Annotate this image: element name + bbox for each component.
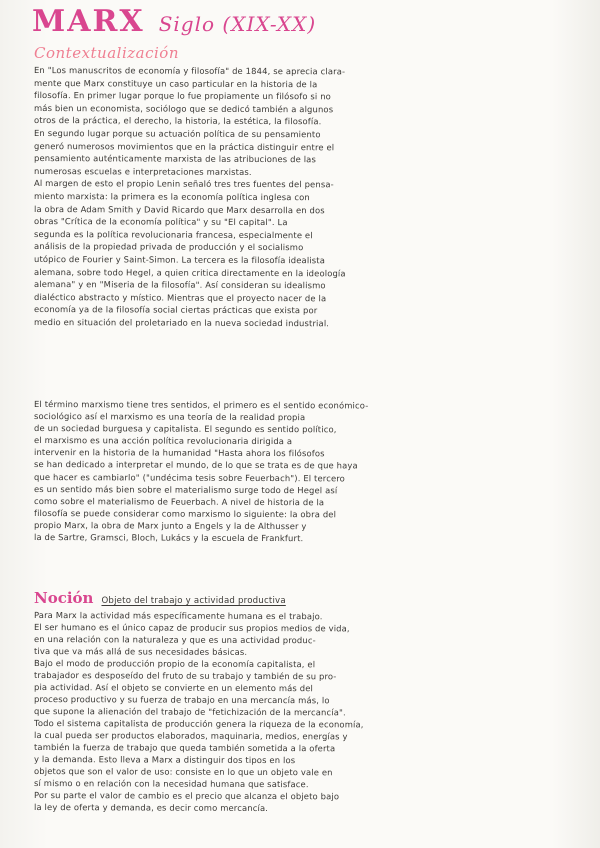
text-line: tiva que va más allá de sus necesidades básicas. — [33, 646, 248, 657]
text-line: se han dedicado a interpretar el mundo, de lo que se trata es de que haya — [33, 459, 358, 471]
text-line: Para Marx la actividad más específicamente humana es el trabajo. — [33, 610, 323, 622]
text-line: de un sociedad burguesa y capitalista. El segundo es sentido político, — [33, 423, 337, 435]
text-line: mente que Marx constituye un caso particular en la historia de la — [33, 77, 318, 89]
notion-subheading: Objeto del trabajo y actividad productiva — [101, 596, 286, 606]
context-heading: Contextualización — [34, 44, 179, 62]
text-line: otros de la práctica, el derecho, la historia, la estética, la filosofía. — [33, 115, 322, 127]
text-line: Todo el sistema capitalista de producción genera la riqueza de la economía, — [33, 718, 364, 730]
text-line: miento marxista: la primera es la economía política inglesa con — [33, 190, 310, 203]
text-line: propio Marx, la obra de Marx junto a Engels y la de Althusser y — [33, 519, 307, 532]
text-line: el marxismo es una acción política revolucionaria dirigida a — [33, 435, 293, 447]
text-line: también la fuerza de trabajo que queda también sometida a la oferta — [33, 742, 336, 754]
text-line: en una relación con la naturaleza y que es una actividad produc- — [33, 634, 316, 646]
text-line: intervenir en la historia de la humanidad "Hasta ahora los filósofos — [33, 447, 325, 459]
text-line: es un sentido más bien sobre el materialismo surge todo de Hegel así — [33, 483, 338, 495]
text-line: objetos que son el valor de uso: consiste en lo que un objeto vale en — [33, 766, 333, 778]
text-line: que supone la alienación del trabajo de "fetichización de la mercancía". — [33, 706, 346, 718]
text-line: la de Sartre, Gramsci, Bloch, Lukács y la escuela de Frankfurt. — [33, 532, 304, 544]
text-line: más bien un economista, sociólogo que se dedicó también a algunos — [33, 102, 334, 115]
context-paragraph — [34, 64, 582, 328]
text-line: numerosas escuelas e interpretaciones marxistas. — [33, 165, 252, 177]
text-line: Bajo el modo de producción propio de la economía capitalista, el — [33, 658, 316, 670]
title-row — [32, 4, 316, 39]
text-line: Al margen de esto el propio Lenin señaló tres tres fuentes del pensa- — [33, 178, 334, 190]
text-line: sociológico así el marxismo es una teoría de la realidad propia — [33, 411, 306, 423]
text-line: proceso productivo y su fuerza de trabajo en una mercancía más, lo — [33, 694, 330, 706]
page-subtitle: Siglo (XIX-XX) — [158, 12, 317, 36]
notion-heading: Noción — [34, 589, 94, 607]
text-line: la ley de oferta y demanda, es decir como mercancía. — [33, 802, 269, 814]
text-line: filosofía. En primer lugar porque lo fue propiamente un filósofo si no — [33, 90, 331, 102]
text-line: En "Los manuscritos de economía y filosofía" de 1844, se aprecia clara- — [33, 65, 346, 77]
text-line: análisis de la propiedad privada de producción y el socialismo — [33, 241, 304, 253]
text-line: la obra de Adam Smith y David Ricardo que Marx desarrolla en dos — [33, 203, 325, 215]
text-line: y la demanda. Esto lleva a Marx a distinguir dos tipos en los — [33, 754, 296, 766]
text-line: como sobre el materialismo de Feuerbach. A nivel de historia de la — [33, 495, 325, 508]
notion-paragraph — [34, 609, 582, 813]
text-line: que hacer es cambiarlo" ("undécima tesis sobre Feuerbach"). El tercero — [33, 471, 345, 483]
text-line: alemana, sobre todo Hegel, a quien critica directamente en la ideología — [33, 266, 346, 278]
text-line: pensamiento auténticamente marxista de las atribuciones de las — [33, 153, 317, 165]
text-line: filosofía se puede considerar como marxismo lo siguiente: la obra del — [33, 507, 337, 520]
text-line: economía ya de la filosofía social ciertas prácticas que exista por — [33, 304, 318, 316]
page-title: MARX — [32, 4, 145, 39]
text-line: trabajador es desposeído del fruto de su trabajo y también de su pro- — [33, 670, 337, 682]
text-line: El término marxismo tiene tres sentidos, el primero es el sentido económico- — [33, 399, 369, 411]
marxism-paragraph — [34, 398, 582, 543]
text-line: segunda es la política revolucionaria francesa, especialmente el — [33, 228, 313, 240]
text-line: obras "Crítica de la economía política" y su "El capital". La — [33, 216, 288, 228]
text-line: pia actividad. Así el objeto se convierte en un elemento más del — [33, 682, 314, 694]
text-line: dialéctico abstracto y místico. Mientras que el proyecto nacer de la — [33, 291, 327, 303]
text-line: sí mismo o en relación con la necesidad humana que satisface. — [33, 778, 309, 790]
text-line: generó numerosos movimientos que en la práctica distinguir entre el — [33, 140, 335, 152]
text-line: Por su parte el valor de cambio es el precio que alcanza el objeto bajo — [33, 790, 340, 802]
text-line: utópico de Fourier y Saint-Simon. La tercera es la filosofía idealista — [33, 253, 326, 266]
text-line: El ser humano es el único capaz de producir sus propios medios de vida, — [33, 622, 350, 634]
text-line: alemana" y en "Miseria de la filosofía". Así consideran su idealismo — [33, 279, 326, 291]
text-line: medio en situación del proletariado en la nueva sociedad industrial. — [33, 316, 330, 329]
text-line: En segundo lugar porque su actuación política de su pensamiento — [33, 127, 321, 140]
notion-heading-row — [34, 589, 286, 607]
text-line: la cual pueda ser productos elaborados, maquinaria, medios, energías y — [33, 730, 348, 742]
